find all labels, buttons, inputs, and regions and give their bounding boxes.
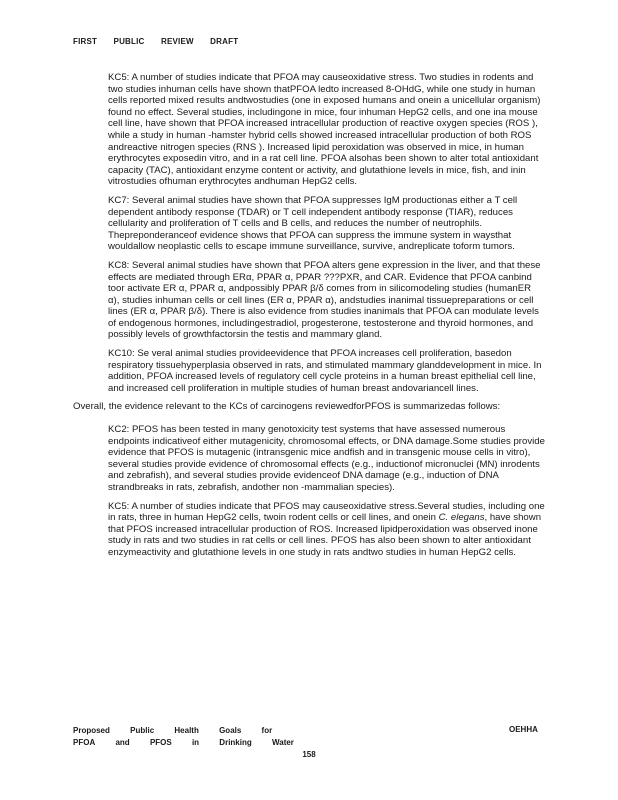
footer-agency: OEHHA [509, 725, 538, 734]
bullet-text: KC10: Se veral animal studies provideevidence that PFOA increases cell proliferation, basedon respiratory tissuehyperplasia observed in rats, and stimulated mammary glanddevelopment in mice. In addition, PFOA increased levels of regulatory cell cycle proteins in a human breast epithelial cell line, and increased cell proliferation in multiple studies of human breast andovariancell lines. [108, 348, 542, 394]
footer-word: Proposed [73, 726, 110, 735]
footer-word: in [191, 738, 200, 747]
bullet-item-kc5-pfoa [73, 72, 545, 188]
footer-word: Water [271, 738, 294, 747]
bullet-item-kc7-pfoa [73, 195, 545, 253]
summary-paragraph: Overall, the evidence relevant to the KCs of carcinogens reviewedforPFOS is summarizedas follows: [73, 401, 501, 413]
bullet-text: KC2: PFOS has been tested in many genotoxicity test systems that have assessed numerous endpoints indicativeof either mutagenicity, chromosomal effects, or DNA damage.Some studies provide evidence that PFOS is mutagenic (intransgenic mice andfish and in transgenic mouse cells in vitro), several studies provide evidence of chromosomal effects (e.g., inductionof micronuclei (MN) inrodents and zebrafish), and several studies provide evidenceof DNA damage (e.g., induction of DNA strandbreaks in rats, zebrafish, andother non -mammalian species). [108, 424, 545, 493]
footer-word: Drinking [219, 738, 252, 747]
page-number: 158 [302, 750, 316, 759]
footer-word: and [115, 738, 130, 747]
bullet-text-part: , have shown that PFOS increased intracellular production of ROS. Increased lipidperoxidation was observed inone study in rats and two studies in rat cells or cell lines. PFOS has also been shown to alter antioxidant enzymeactivity and glutathione levels in one study in rats andtwo studies in human HepG2 cells. [108, 512, 542, 558]
footer-line [73, 737, 312, 749]
bullet-item-kc10-pfoa [73, 348, 545, 394]
footer-word: for [261, 726, 273, 735]
bullet-item-kc5-pfos [73, 501, 545, 559]
bullet-text: KC7: Several animal studies have shown that PFOA suppresses IgM productionas either a T cell dependent antibody response (TDAR) or T cell independent antibody response (TIAR), reduces cellularity and proliferation of T cells and B cells, and reduces the number of neutrophils. Thepreponderanceof evidence shows that PFOA can suppress the immune system in waysthat wouldallow neoplastic cells to escape immune surveillance, survive, andreplicate toform tumors. [108, 194, 518, 253]
footer-title [73, 725, 312, 749]
footer-line [73, 725, 312, 737]
footer-word: Public [130, 726, 155, 735]
bullet-text: KC8: Several animal studies have shown that PFOA alters gene expression in the liver, and that these effects are mediated through ERα, PPAR α, PPAR ???PXR, and CAR. Evidence that PFOA canbind toor activate ER α, PPAR α, andpossibly PPAR β/δ comes from in silicomodeling studies (humanER α), studies inhuman cells or cell lines (ER α, PPAR α), andstudies inanimal tissuepreparations or cell lines (ER α, PPAR β/δ). There is also evidence from studies inanimals that PFOA can modulate levels of endogenous hormones, includingestradiol, progesterone, testosterone and thyroid hormones, and possibly levels of growthfactorsin the testis and mammary gland. [108, 259, 541, 341]
footer-word: PFOA [73, 738, 96, 747]
bullet-item-kc2-pfos [73, 424, 545, 494]
footer-word: PFOS [149, 738, 172, 747]
footer-word: Health [174, 726, 199, 735]
bullet-item-kc8-pfoa [73, 260, 545, 341]
bullet-text: KC5: A number of studies indicate that PFOA may causeoxidative stress. Two studies in rodents and two studies inhuman cells have shown thatPFOA ledto increased 8-OHdG, while one study in human cells reported mixed results andtwostudies (one in exposed humans and onein a unicellular organism) found no effect. Several studies, includingone in mice, four inhuman HepG2 cells, and one ina mouse cell line, have shown that PFOA increased intracellular production of reactive oxygen species (ROS ), while a study in human -hamster hybrid cells showed increased intracellular production of both ROS andreactive nitrogen species (RNS ). Increased lipid peroxidation was observed in mice, in human erythrocytes exposedin vitro, and in a rat cell line. PFOA alsohas been shown to alter total antioxidant capacity (TAC), antioxidant enzyme content or activity, and glutathione levels in mice, fish, and inin vitrostudies ofhuman erythrocytes andhuman HepG2 cells. [108, 72, 541, 188]
header-word: FIRST [73, 37, 98, 46]
bullet-text-italic: C. elegans [438, 512, 485, 524]
footer-word: Goals [219, 726, 242, 735]
header-word: DRAFT [210, 37, 239, 46]
document-body [73, 72, 545, 566]
draft-header [73, 37, 252, 46]
header-word: PUBLIC [113, 37, 145, 46]
header-word: REVIEW [160, 37, 194, 46]
bullet-text-part: KC5: A number of studies indicate that PFOS may causeoxidative stress.Several studies, including one in rats, three in human HepG2 cells, twoin rodent cells or cell lines, and onein [108, 500, 545, 524]
